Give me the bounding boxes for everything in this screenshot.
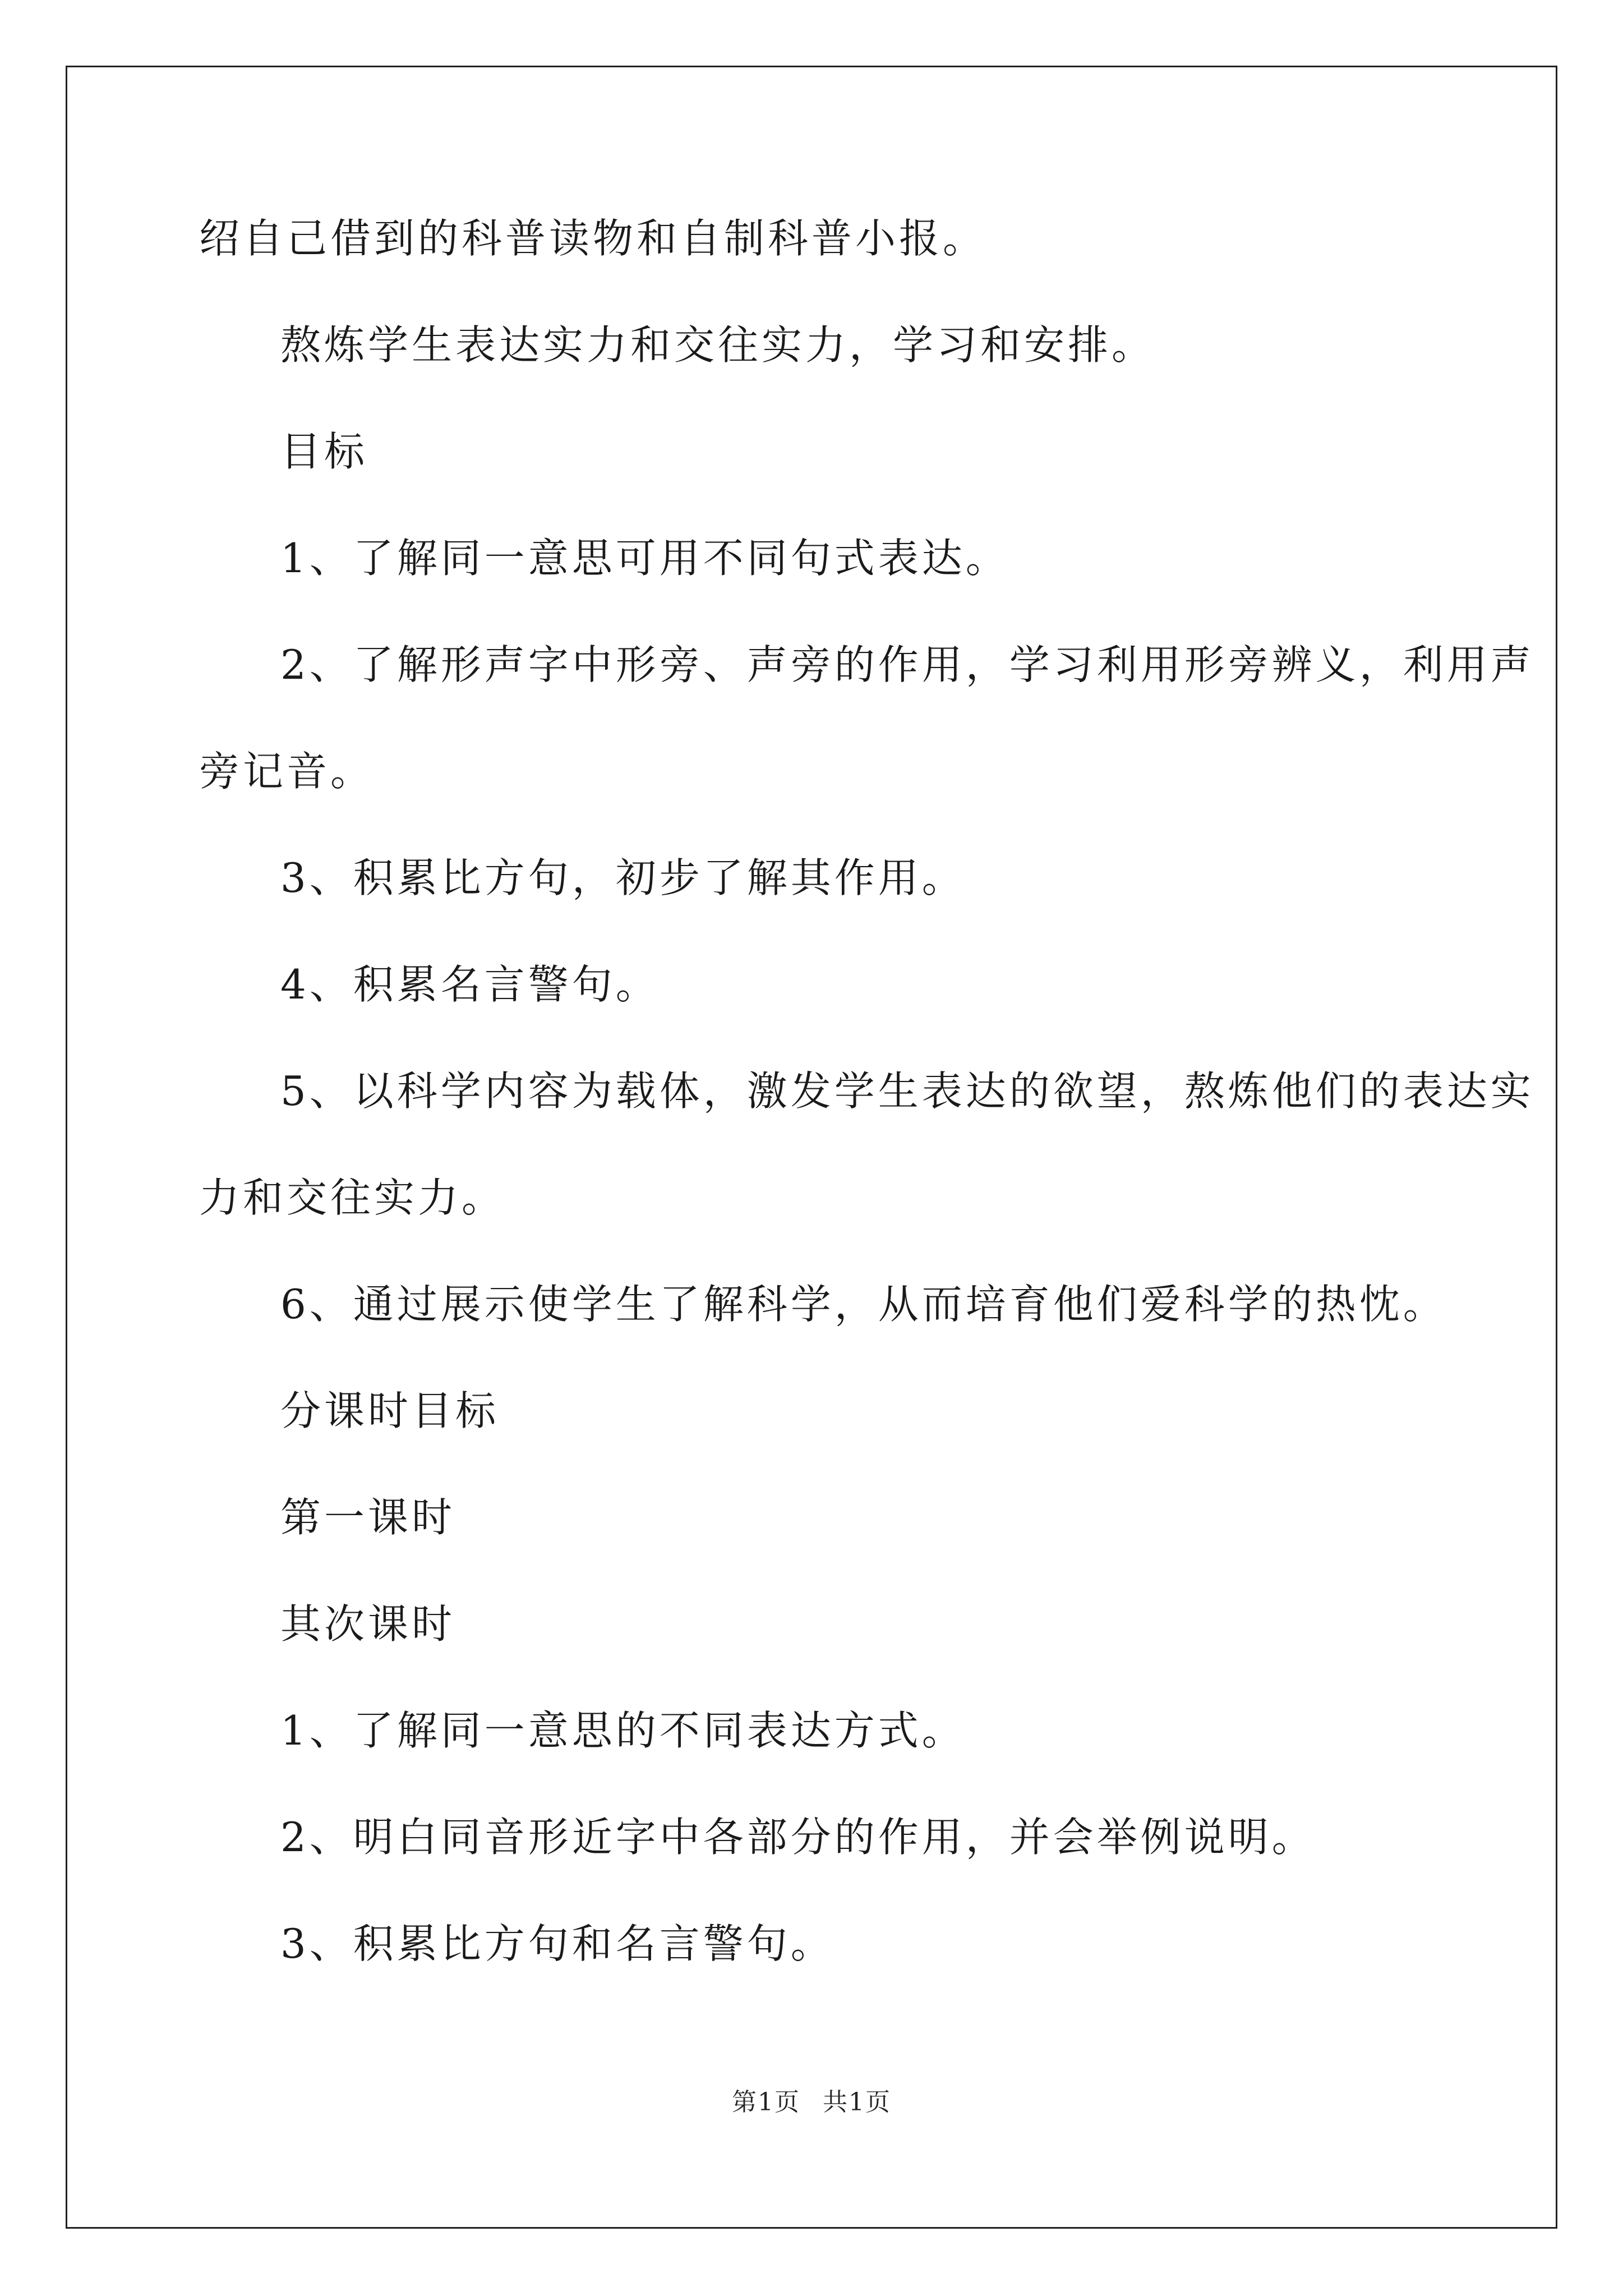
goal-item-2-continuation: 旁记音。: [199, 748, 375, 795]
page-border: [66, 66, 1557, 2229]
section-heading-lesson-goals: 分课时目标: [280, 1387, 500, 1434]
lesson-item-1: 1、了解同一意思的不同表达方式。: [280, 1707, 966, 1754]
lesson-heading-first: 第一课时: [280, 1494, 456, 1541]
paragraph: 熬炼学生表达实力和交往实力，学习和安排。: [280, 321, 1156, 369]
lesson-heading-second: 其次课时: [280, 1600, 456, 1648]
section-heading-goals: 目标: [280, 428, 368, 475]
page-footer: [0, 2086, 1623, 2119]
page-number: 第1页: [732, 2088, 800, 2116]
goal-item-1: 1、了解同一意思可用不同句式表达。: [280, 535, 1009, 582]
goal-item-3: 3、积累比方句，初步了解其作用。: [280, 854, 966, 901]
lesson-item-3: 3、积累比方句和名言警句。: [280, 1920, 834, 1967]
paragraph-continuation: 绍自己借到的科普读物和自制科普小报。: [199, 215, 987, 262]
goal-item-5-continuation: 力和交往实力。: [199, 1174, 506, 1221]
goal-item-6: 6、通过展示使学生了解科学，从而培育他们爱科学的热忱。: [280, 1281, 1447, 1328]
goal-item-4: 4、积累名言警句。: [280, 961, 660, 1008]
page-total: 共1页: [823, 2088, 891, 2116]
lesson-item-2: 2、明白同音形近字中各部分的作用，并会举例说明。: [280, 1814, 1316, 1861]
goal-item-5: 5、以科学内容为载体，激发学生表达的欲望，熬炼他们的表达实: [280, 1068, 1534, 1115]
goal-item-2: 2、了解形声字中形旁、声旁的作用，学习利用形旁辨义，利用声: [280, 641, 1534, 688]
